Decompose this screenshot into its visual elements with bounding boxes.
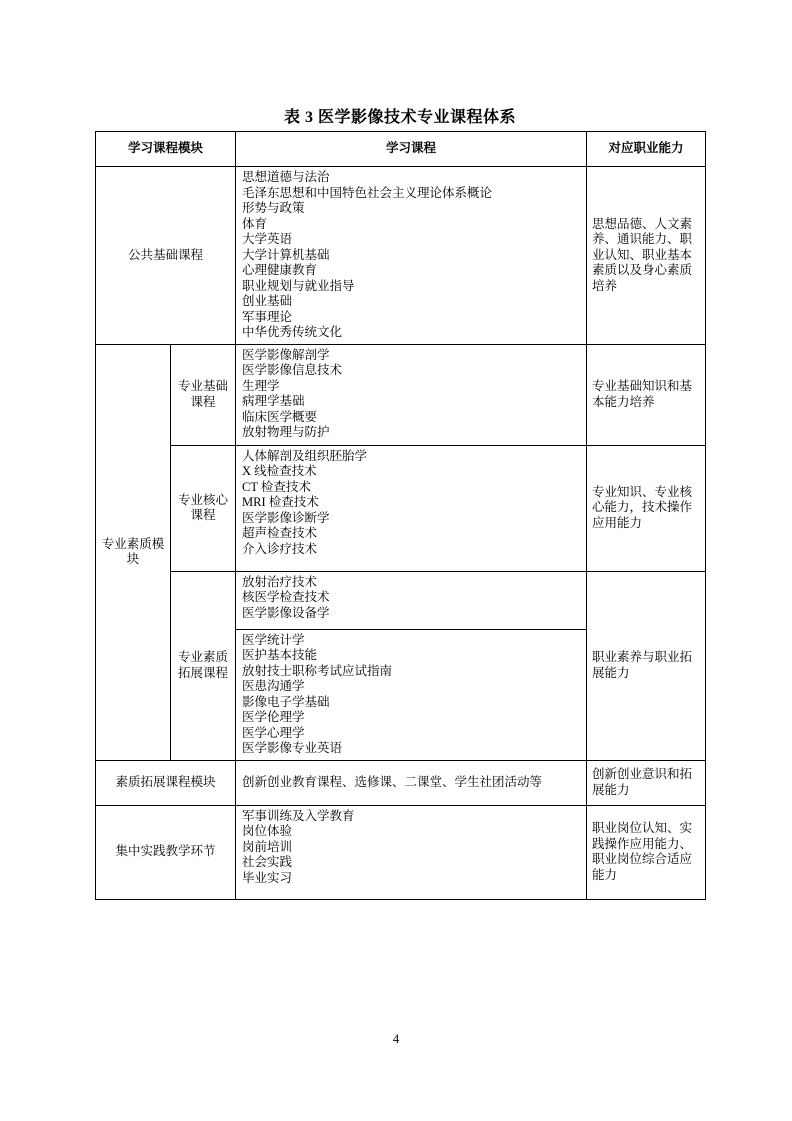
ability-sub-extend: 职业素养与职业拓展能力 <box>587 571 706 760</box>
courses-practice <box>236 805 587 899</box>
ability-sub-core: 专业知识、专业核心能力，技术操作应用能力 <box>587 445 706 571</box>
module-quality-extend: 素质拓展课程模块 <box>96 760 236 805</box>
course-item: 心理健康教育 <box>242 263 318 277</box>
submodule-extend: 专业素质拓展课程 <box>171 571 236 760</box>
courses-sub-core <box>236 445 587 571</box>
course-item: 大学计算机基础 <box>242 247 330 262</box>
course-item: 核医学检查技术 <box>242 590 330 604</box>
course-item: 生理学 <box>242 378 280 393</box>
course-item: 医学影像信息技术 <box>242 363 343 377</box>
row-sub-extend-1 <box>96 571 706 629</box>
submodule-basic: 专业基础课程 <box>171 344 236 445</box>
header-row <box>96 132 706 167</box>
course-item: 医学伦理学 <box>242 710 305 724</box>
course-item: 医护基本技能 <box>242 648 318 662</box>
course-item: 医学心理学 <box>242 725 305 740</box>
row-quality-extend <box>96 760 706 805</box>
course-item: 介入诊疗技术 <box>242 541 318 556</box>
header-ability: 对应职业能力 <box>587 132 706 167</box>
module-professional: 专业素质模块 <box>96 344 171 760</box>
course-item: 放射治疗技术 <box>242 574 318 589</box>
course-item: 创业基础 <box>242 294 293 308</box>
ability-public-basic: 思想品德、人文素养、通识能力、职业认知、职业基本素质以及身心素质培养 <box>587 167 706 345</box>
courses-public-basic <box>236 167 587 345</box>
page-number: 4 <box>392 1032 400 1046</box>
course-item: 超声检查技术 <box>242 526 318 540</box>
row-sub-core <box>96 445 706 571</box>
submodule-core: 专业核心课程 <box>171 445 236 571</box>
course-item: 毛泽东思想和中国特色社会主义理论体系概论 <box>242 185 493 200</box>
course-item: 体育 <box>242 216 268 231</box>
courses-sub-basic <box>236 344 587 445</box>
ability-sub-basic: 专业基础知识和基本能力培养 <box>587 344 706 445</box>
course-item: X 线检查技术 <box>242 464 317 478</box>
header-module: 学习课程模块 <box>96 132 236 167</box>
course-item: 放射技士职称考试应试指南 <box>242 663 393 678</box>
course-item: 临床医学概要 <box>242 409 318 424</box>
course-item: 军事训练及入学教育 <box>242 808 355 823</box>
course-item: 社会实践 <box>242 855 293 869</box>
courses-quality-extend: 创新创业教育课程、选修课、二课堂、学生社团活动等 <box>236 760 587 805</box>
row-public-basic <box>96 167 706 345</box>
module-public-basic: 公共基础课程 <box>96 167 236 345</box>
course-item: 毕业实习 <box>242 870 293 885</box>
course-item: 医学影像解剖学 <box>242 347 330 362</box>
courses-sub-extend-2 <box>236 629 587 760</box>
course-item: 放射物理与防护 <box>242 425 330 439</box>
course-item: 医患沟通学 <box>242 679 305 693</box>
row-practice <box>96 805 706 899</box>
course-item: CT 检查技术 <box>242 479 311 494</box>
course-item: 军事理论 <box>242 309 293 324</box>
course-item: 形势与政策 <box>242 201 305 215</box>
course-item: 医学影像诊断学 <box>242 510 330 525</box>
ability-quality-extend: 创新创业意识和拓展能力 <box>587 760 706 805</box>
table-title: 表 3 医学影像技术专业课程体系 <box>283 109 516 126</box>
courses-sub-extend-1 <box>236 571 587 629</box>
course-item: 岗前培训 <box>242 839 293 854</box>
course-item: MRI 检查技术 <box>242 495 319 509</box>
course-item: 医学统计学 <box>242 632 305 647</box>
course-item: 思想道德与法治 <box>242 170 330 184</box>
ability-practice: 职业岗位认知、实践操作应用能力、职业岗位综合适应能力 <box>587 805 706 899</box>
header-courses: 学习课程 <box>236 132 587 167</box>
course-item: 岗位体验 <box>242 824 293 838</box>
course-item: 职业规划与就业指导 <box>242 278 355 293</box>
module-practice: 集中实践教学环节 <box>96 805 236 899</box>
course-item: 大学英语 <box>242 232 293 246</box>
course-item: 中华优秀传统文化 <box>242 325 343 339</box>
course-item: 人体解剖及组织胚胎学 <box>242 448 368 463</box>
course-item: 影像电子学基础 <box>242 694 330 709</box>
curriculum-table <box>95 131 706 900</box>
course-item: 医学影像设备学 <box>242 605 330 620</box>
course-item: 医学影像专业英语 <box>242 741 343 755</box>
course-item: 病理学基础 <box>242 394 305 408</box>
row-sub-basic <box>96 344 706 445</box>
